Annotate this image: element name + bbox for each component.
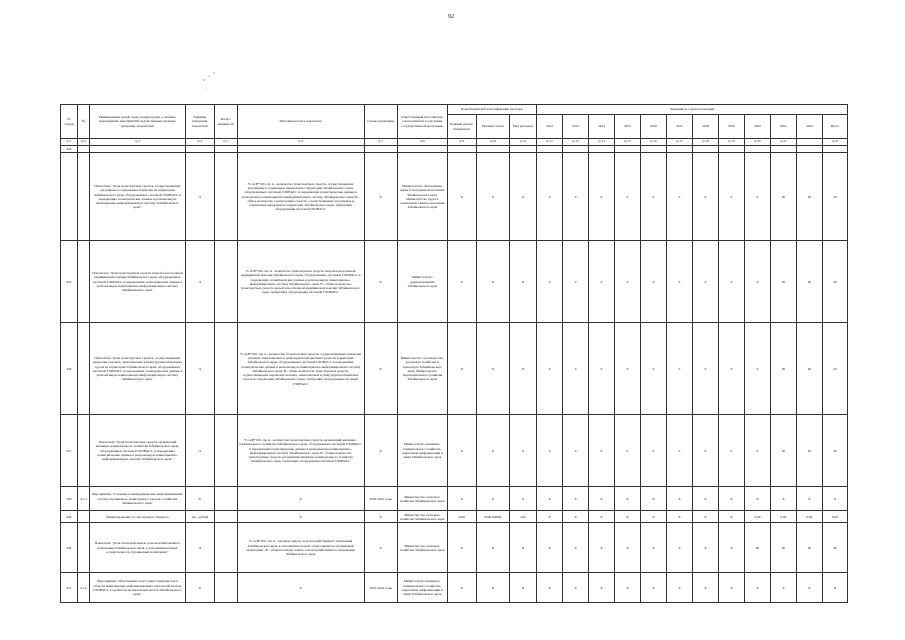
vr-cell [510,146,537,153]
total-cell: X [822,573,847,603]
vr-cell: X [510,241,537,323]
method-cell: Y=A/B*100, где A - количество транспортных средств, осуществляющих регулярные и социальные перевозки на территории Забайкальского края, оборудованных системой ГЛОНАСС и передающих геометрические данные в региональную навигационно-информационную систему Забайкальского края; B - общее количество транспортных средств, осуществляющих регулярные и социальные перевозки на территории Забайкальского края, требующих оборудования системой ГЛОНАСС [237,153,364,241]
cs-cell: X [476,323,509,415]
name-cell: Показатель "Доля площадей земель сельскохозяйственного назначения Забайкальского края, в отношении которых осуществляется спутниковый мониторинг" [90,523,186,573]
year-value-cell: 0 [692,241,718,323]
year-value-cell: 20 [796,415,822,487]
row-number-cell [61,153,78,241]
column-number-cell: гр.18 [692,139,718,146]
column-number-cell: гр.10 [476,139,509,146]
year-value-cell: 20 [770,153,796,241]
column-number-cell: гр.4 [185,139,214,146]
item-number-cell [77,511,89,523]
year-value-cell: X [563,573,589,603]
row-number-cell: 330 [61,523,78,573]
year-value-cell: 0 [744,323,770,415]
column-number-cell: гр.5 [214,139,237,146]
year-value-cell: 0 [537,323,563,415]
year-value-cell: X [563,511,589,523]
year-value-cell: X [563,487,589,511]
row-number-cell: 328 [61,487,78,511]
header-num: № [77,105,89,139]
header-term: Сроки реализации [364,105,397,139]
unit-cell: % [185,241,214,323]
column-number-cell: гр.6 [237,139,364,146]
year-value-cell: 0 [692,415,718,487]
year-value-cell: X [641,511,667,523]
cs-cell: 0040104804 [476,511,509,523]
column-number-cell: гр.13 [563,139,589,146]
term-cell [364,146,397,153]
year-value-cell: X [641,487,667,511]
year-value-cell [718,146,744,153]
column-number-cell: гр.20 [744,139,770,146]
year-value-cell: 0 [537,241,563,323]
gr-cell: 0410 [447,511,476,523]
total-cell [822,146,847,153]
year-value-cell: 0 [666,415,692,487]
year-value-cell: X [589,487,615,511]
year-value-cell: 0 [666,153,692,241]
vr-cell: X [510,415,537,487]
cs-cell: X [476,153,509,241]
year-value-cell: 0 [589,241,615,323]
vr-cell: 242 [510,511,537,523]
table-row [61,511,848,523]
table-row [61,523,848,573]
name-cell: Показатель "Доля транспортных средств скорой и неотложной медицинской помощи Забайкальского края, оборудованных системой ГЛОНАСС и передающих геометрические данные в региональную навигационно-информационную систему Забайкальского края" [90,241,186,323]
column-number-cell: гр.14 [589,139,615,146]
header-resp: Ответственный исполнитель, соисполнители и участники государственной программы [397,105,447,139]
cs-cell [476,146,509,153]
coef-cell [214,241,237,323]
coef-cell [214,415,237,487]
year-value-cell: 20 [796,153,822,241]
item-number-cell: 4.1.4 [77,487,89,511]
year-value-cell [666,146,692,153]
vr-cell: X [510,323,537,415]
column-number-cell [796,139,822,146]
year-value-cell: 0,00 [744,511,770,523]
year-value-cell: X [589,523,615,573]
header-row-no: № строки [61,105,78,139]
responsible-cell: Министерство сельского хозяйства Забайкальского края [397,487,447,511]
year-value-cell: X [666,511,692,523]
year-value-cell: 20 [796,323,822,415]
year-value-cell: 0 [641,241,667,323]
responsible-cell: Министерство здравоохранения Забайкальского края [397,241,447,323]
year-value-cell: 0 [692,323,718,415]
year-value-cell: 0 [666,241,692,323]
year-value-cell: 0 [615,323,641,415]
row-number-cell: 324 [61,146,78,153]
year-value-cell: 0,00 [770,511,796,523]
year-value-cell: 20 [770,323,796,415]
column-number-cell: гр.8 [397,139,447,146]
year-value-cell: 0 [615,415,641,487]
year-value-cell: 0 [744,241,770,323]
year-value-cell: X [796,573,822,603]
year-value-cell: X [666,523,692,573]
year-value-cell: X [615,487,641,511]
total-cell: X [822,487,847,511]
method-cell: X [237,511,364,523]
header-unit: Единица измерения показателя [185,105,214,139]
item-number-cell [77,241,89,323]
term-cell: 2020-2022 годы [364,487,397,511]
header-year: 2016 [641,115,667,139]
year-value-cell: 0 [615,241,641,323]
name-cell: Мероприятие "Создание геоинформационно-информационных систем спутникового мониторинга сельского хозяйства Забайкальского края" [90,487,186,511]
method-cell: Y=A/B*100, где A - количество транспортных средств, осуществляющих перевозки опасных, тяжеловесных и (или) крупногабаритных грузов на территории Забайкальского края, оборудованных системой ГЛОНАСС и передающих геометрические данные в региональную навигационно-информационную систему Забайкальского края; B - общее количество транспортных средств, осуществляющих перевозки опасных, тяжеловесных и (или) крупногабаритных грузов на территории Забайкальского края, требующих оборудования системой ГЛОНАСС [237,323,364,415]
cs-cell: X [476,523,509,573]
gr-cell: X [447,323,476,415]
term-cell: X [364,153,397,241]
year-value-cell: 0 [666,323,692,415]
year-value-cell [796,146,822,153]
vr-cell: X [510,523,537,573]
table-row [61,573,848,603]
header-coef: Коэф-т значимости [214,105,237,139]
row-number-cell: 327 [61,415,78,487]
gr-cell: X [447,153,476,241]
year-value-cell: 0 [641,415,667,487]
term-cell: X [364,523,397,573]
year-value-cell: X [537,573,563,603]
total-cell: 0,00 [822,511,847,523]
header-vr: Вид расходов [510,115,537,139]
year-value-cell [563,146,589,153]
responsible-cell: Министерство образования, науки и молодежной политики Забайкальского края; Министерство труда и социальной защиты населения Забайкальского края [397,153,447,241]
item-number-cell [77,523,89,573]
coef-cell [214,487,237,511]
year-value-cell: X [615,573,641,603]
table-row [61,487,848,511]
total-cell: 20 [822,153,847,241]
year-value-cell [641,146,667,153]
year-value-cell [744,146,770,153]
coef-cell [214,523,237,573]
term-cell: X [364,323,397,415]
year-value-cell: X [589,511,615,523]
year-value-cell: X [718,511,744,523]
header-year: 2014 [589,115,615,139]
header-year: 2012 [537,115,563,139]
year-value-cell: 40 [770,523,796,573]
year-value-cell: 40 [744,523,770,573]
item-number-cell [77,323,89,415]
column-number-cell: гр.1 [61,139,78,146]
unit-cell: X [185,487,214,511]
year-value-cell: X [641,573,667,603]
year-value-cell [615,146,641,153]
item-number-cell [77,146,89,153]
year-value-cell: 0 [744,415,770,487]
column-number-cell: гр.21 [770,139,796,146]
header-total: Итого [822,115,847,139]
gr-cell: X [447,523,476,573]
year-value-cell: 0 [641,153,667,241]
cs-cell: X [476,573,509,603]
column-numbers-row [61,139,848,146]
header-budget-group: Коды бюджетной классификации расходов [447,105,536,115]
column-number-cell: гр.17 [666,139,692,146]
year-value-cell: X [692,487,718,511]
column-number-cell: гр.7 [364,139,397,146]
coef-cell [214,511,237,523]
table-body [61,139,848,603]
responsible-cell: Министерство жилищно-коммунального хозяйства, энергетики, цифровизации и связи Забайкальского края [397,415,447,487]
header-year: 2015 [615,115,641,139]
year-value-cell: X [692,511,718,523]
name-cell: Показатель "Доля транспортных средств, осуществляющих регулярные и социальные перевозки на территории Забайкальского края, оборудованных системой ГЛОНАСС и передающих геометрические данные в региональную навигационно-информационную систему Забайкальского края" [90,153,186,241]
gr-cell: X [447,415,476,487]
year-value-cell: X [537,523,563,573]
column-number-cell: гр.9 [447,139,476,146]
column-number-cell: гр.2 [77,139,89,146]
header-gr: Главный распор. бюджетных [447,115,476,139]
year-value-cell [770,146,796,153]
year-value-cell: 0 [718,241,744,323]
method-cell: X [237,487,364,511]
year-value-cell: X [641,523,667,573]
row-number-cell: 326 [61,323,78,415]
page-number: 92 [448,14,454,20]
name-cell: Показатель "Доля транспортных средств, осуществляющих перевозки опасных, тяжеловесных и (или) крупногабаритных грузов на территории Забайкальского края, оборудованных системой ГЛОНАСС и передающих геометрические данные в региональную навигационно-информационную систему Забайкальского края" [90,323,186,415]
year-value-cell: X [770,573,796,603]
year-value-cell: 0 [641,323,667,415]
year-value-cell: X [718,487,744,511]
column-number-cell: гр.16 [641,139,667,146]
year-value-cell: 20 [770,415,796,487]
unit-cell: тыс. рублей [185,511,214,523]
year-value-cell: X [615,511,641,523]
unit-cell: % [185,523,214,573]
responsible-cell [397,146,447,153]
year-value-cell [589,146,615,153]
table-row [61,415,848,487]
cs-cell: X [476,415,509,487]
item-number-cell: 4.1.5 [77,573,89,603]
term-cell: 2014-2022 годы [364,573,397,603]
year-value-cell: X [537,511,563,523]
term-cell: X [364,241,397,323]
year-value-cell: X [692,573,718,603]
year-value-cell: 0 [589,153,615,241]
year-value-cell: 40 [796,523,822,573]
total-cell: 20 [822,323,847,415]
year-value-cell: X [537,487,563,511]
year-value-cell: 0 [589,323,615,415]
header-year: 2019 [718,115,744,139]
header-method: Методика расчета показателя [237,105,364,139]
table-row [61,146,848,153]
header-year: 2017 [666,115,692,139]
gr-cell: X [447,241,476,323]
year-value-cell: X [796,487,822,511]
unit-cell: % [185,153,214,241]
year-value-cell: X [666,487,692,511]
year-value-cell: 0 [563,415,589,487]
item-number-cell [77,153,89,241]
row-number-cell: 325 [61,241,78,323]
year-value-cell: X [563,523,589,573]
total-cell: 20 [822,415,847,487]
year-value-cell: 0 [563,323,589,415]
year-value-cell: X [718,573,744,603]
year-value-cell: 0 [537,415,563,487]
year-value-cell: X [718,523,744,573]
year-value-cell: 0 [615,153,641,241]
year-value-cell: 0 [563,241,589,323]
year-value-cell [537,146,563,153]
unit-cell [185,146,214,153]
method-cell: Y=A/B*100, где A - площадь земель сельскохозяйственного назначения Забайкальского края, в отношении которой осуществляется спутниковый мониторинг; B - общая площадь земель сельскохозяйственного назначения Забайкальского края [237,523,364,573]
method-cell: X [237,573,364,603]
year-value-cell: X [744,573,770,603]
coef-cell [214,323,237,415]
row-number-cell: 331 [61,573,78,603]
responsible-cell: Министерство сельского хозяйства Забайкальского края [397,511,447,523]
column-number-cell: гр.15 [615,139,641,146]
term-cell: X [364,415,397,487]
table-row [61,323,848,415]
year-value-cell: 0 [744,153,770,241]
cs-cell: X [476,487,509,511]
coef-cell [214,146,237,153]
year-value-cell: 0 [692,153,718,241]
gr-cell: X [447,573,476,603]
program-table [60,104,848,603]
unit-cell: X [185,573,214,603]
name-cell: Показатель "Доля транспортных средств организаций жилищно-коммунального хозяйства Забайкальского края, оборудованных системой ГЛОНАСС и передающих геометрические данные в региональную навигационно-информационную систему Забайкальского края" [90,415,186,487]
year-value-cell: X [692,523,718,573]
year-value-cell: X [615,523,641,573]
table-row [61,153,848,241]
year-value-cell: 0,00 [796,511,822,523]
gr-cell [447,146,476,153]
header-year: 2018 [692,115,718,139]
column-number-cell: гр.19 [718,139,744,146]
year-value-cell: 0 [563,153,589,241]
header-name: Наименование целей, задач, подпрограмм, основных мероприятий, мероприятий, ведомственных целевых программ, показателей [90,105,186,139]
year-value-cell: 0 [718,323,744,415]
year-value-cell: 0 [589,415,615,487]
year-value-cell: X [744,487,770,511]
vr-cell: X [510,487,537,511]
gr-cell: X [447,487,476,511]
responsible-cell: Министерство сельского хозяйства Забайкальского края [397,523,447,573]
unit-cell: % [185,323,214,415]
name-cell: Мероприятие "Обеспечение подготовки специалистов в области навигационно-информационных технологий на базе ГЛОНАСС в органах исполнительной власти Забайкальского края" [90,573,186,603]
row-number-cell: 329 [61,511,78,523]
column-number-cell: гр.11 [510,139,537,146]
header-year: 2020 [744,115,770,139]
column-number-cell: гр.23 [822,139,847,146]
method-cell [237,146,364,153]
table-row [61,241,848,323]
year-value-cell: 50 [796,241,822,323]
item-number-cell [77,415,89,487]
term-cell: X [364,511,397,523]
year-value-cell [692,146,718,153]
year-value-cell: 0 [718,415,744,487]
scan-specks [200,70,230,100]
column-number-cell: гр.3 [90,139,186,146]
header-year: 2022 [796,115,822,139]
unit-cell: % [185,415,214,487]
coef-cell [214,153,237,241]
header-values-group: Значения по годам реализации [537,105,848,115]
total-cell: 40 [822,523,847,573]
column-number-cell: гр.12 [537,139,563,146]
method-cell: Y=A/B*100, где A - количество транспортных средств скорой и неотложной медицинской помощи Забайкальского края, оборудованных системой ГЛОНАСС и передающих геометрические данные в региональную навигационно-информационную систему Забайкальского края; B - общее количество транспортных средств скорой и неотложной медицинской помощи Забайкальского края, требующих оборудования системой ГЛОНАСС [237,241,364,323]
coef-cell [214,573,237,603]
header-year: 2021 [770,115,796,139]
header-year: 2013 [563,115,589,139]
vr-cell: X [510,573,537,603]
total-cell: 50 [822,241,847,323]
cs-cell: X [476,241,509,323]
name-cell [90,146,186,153]
year-value-cell: X [666,573,692,603]
year-value-cell: 0 [718,153,744,241]
name-cell: Финансирование за счет краевого бюджета [90,511,186,523]
responsible-cell: Министерство жилищно-коммунального хозяйства, энергетики, цифровизации и связи Забайкальского края [397,573,447,603]
responsible-cell: Министерство строительства, дорожного хозяйства и транспорта Забайкальского края; Министерство территориального развития Забайкальского края [397,323,447,415]
vr-cell: X [510,153,537,241]
year-value-cell: 0 [537,153,563,241]
header-cs: Целевая статья [476,115,509,139]
year-value-cell: 20 [770,241,796,323]
year-value-cell: X [589,573,615,603]
year-value-cell: X [770,487,796,511]
method-cell: Y=A/B*100, где A - количество транспортных средств организаций жилищно-коммунального хозяйства Забайкальского края, оборудованных системой ГЛОНАСС и передающих геометрические данные в региональную навигационно-информационную систему Забайкальского края; B - общее количество транспортных средств организаций жилищно-коммунального хозяйства Забайкальского края, требующих оборудования системой ГЛОНАСС [237,415,364,487]
